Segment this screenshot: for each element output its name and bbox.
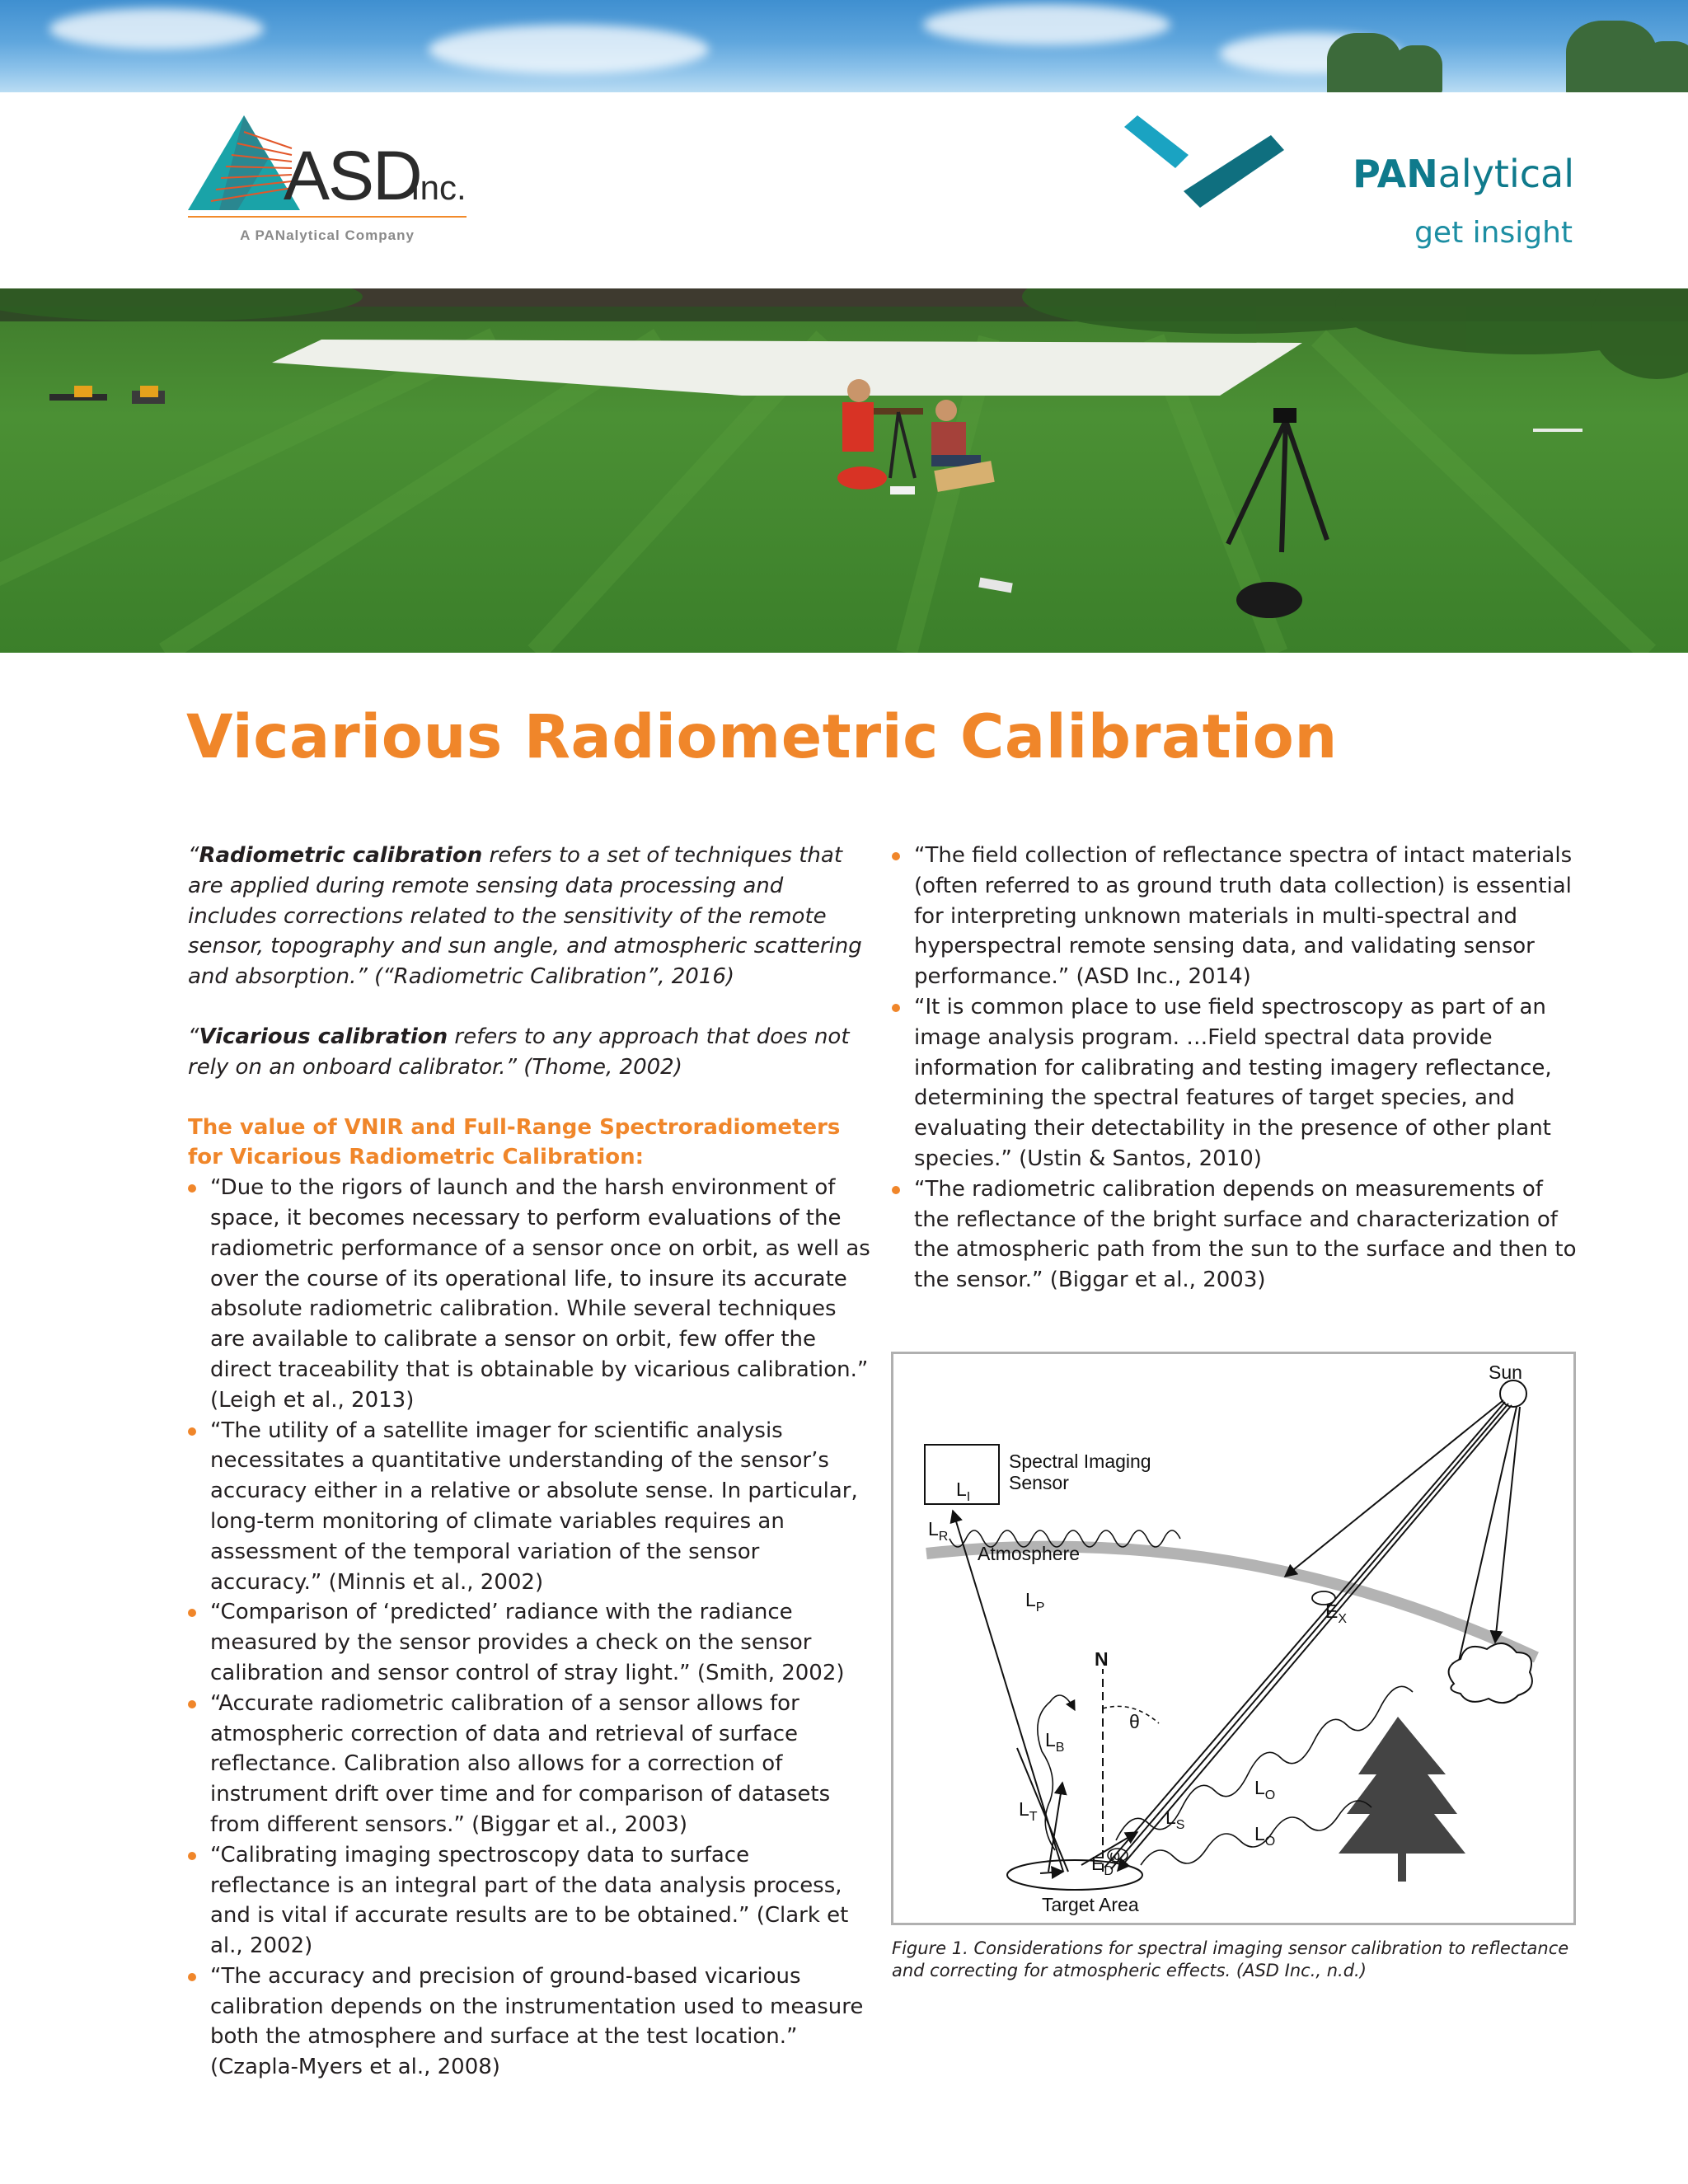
north-label: N [1095,1648,1109,1670]
list-item-text: “The radiometric calibration depends on measurements of the reflectance of the bright surface and characterization of the atmospheric path from the sun to the surface and then to the sensor.” (Biggar et al., 2003) [914,1176,1577,1293]
lt-sub: T [1029,1810,1038,1824]
omega-label: ω [1109,1848,1121,1863]
bullet-icon [188,1700,196,1708]
ed-letter: E [1091,1853,1104,1874]
lb-letter: L [1045,1729,1056,1750]
lr-letter: L [928,1518,939,1540]
lo1-letter: L [1254,1777,1265,1798]
list-item [188,1840,872,1961]
figure-diagram [891,1352,1576,1925]
calibration-diagram [893,1354,1573,1923]
list-item [188,1173,872,1415]
list-item [188,1597,872,1688]
list-item-text: “The accuracy and precision of ground-based vicarious calibration depends on the instrumentation used to measure both the atmosphere and surface at the test location.” (Czapla-Myers et al., 2008) [210,1963,864,2080]
lp-sub: P [1035,1601,1045,1615]
list-item-text: “Comparison of ‘predicted’ radiance with the radiance measured by the sensor provides a check on the sensor calibration and sensor control of stray light.” (Smith, 2002) [210,1600,845,1685]
bullet-icon [892,852,900,860]
asd-tagline: A PANalytical Company [240,227,415,243]
ray-arrow [1495,1407,1520,1643]
ls-sub: S [1175,1818,1185,1832]
list-item-text: “The field collection of reflectance spectra of intact materials (often referred to as ground truth data collection) is essential for interpreting unknown materials in multi-spectral and hyperspectral remote sensing data, and validating sensor performance.” (ASD Inc., 2014) [914,843,1573,990]
list-item-text: “The utility of a satellite imager for scientific analysis necessitates a quantitative understanding of the sensor’s accuracy either in a relative or absolute sense. In particular, long-term monitoring of climate variables requires an assessment of the temporal variation of the sensor accuracy.” (Minnis et al., 2002) [210,1418,858,1595]
lo2-label [1254,1823,1275,1849]
lp-label [1025,1589,1044,1615]
quote-text: refers to a set of techniques that are applied during remote sensing data processing and includes corrections related to the sensitivity of the remote sensor, topography and sun angle, and atmospheric scattering and absorption.” (“Radiometric Calibration”, 2016) [188,843,862,990]
lt-label [1019,1798,1038,1824]
list-item [188,1961,872,2083]
list-item-text: “Calibrating imaging spectroscopy data to surface reflectance is an integral part of the data analysis process, and is vital if accurate results are to be obtained.” (Clark et al., 2002) [210,1842,849,1959]
lt-ground-arrow [1040,1872,1063,1873]
lo2-sub: O [1264,1835,1276,1849]
ray-arrow [1118,1405,1512,1871]
quote-term: Vicarious calibration [199,1024,448,1049]
panalytical-wordmark-bold: PAN [1353,152,1438,196]
tree-icon [1339,1717,1465,1882]
panalytical-tagline: get insight [1414,216,1573,250]
bullet-icon [188,1609,196,1617]
list-item-text: “It is common place to use field spectroscopy as part of an image analysis program. …Field spectral data provide information for calibrating and testing imagery reflectance, determining the spectral features of target species, and evaluating their detectability in the presence of other plant species.” (Ustin & Santos, 2010) [914,994,1552,1171]
figure-caption: Figure 1. Considerations for spectral imaging sensor calibration to reflectance and correcting for atmospheric effects. (ASD Inc., n.d.) [892,1938,1569,1980]
quote-open-mark: “ [188,843,199,868]
panalytical-wordmark [1228,152,1574,196]
li-letter: L [956,1479,967,1500]
ls-label [1165,1807,1184,1832]
sensor-label-line2: Sensor [1009,1472,1069,1493]
lb-sub: B [1055,1741,1065,1755]
li-label [956,1479,970,1504]
ls-letter: L [1165,1807,1176,1828]
list-item [188,1416,872,1598]
target-area-label: Target Area [1042,1894,1139,1915]
asd-logo-text: ASD [284,137,421,214]
bullet-icon [892,1186,900,1194]
quote-term: Radiometric calibration [199,843,483,868]
list-item [188,1689,872,1840]
theta-label: θ [1129,1711,1140,1732]
ray-line [1111,1404,1508,1869]
quote-vicarious-calibration [188,1022,872,1083]
lo1-sub: O [1264,1788,1276,1802]
ex-sub: X [1338,1612,1348,1626]
sun-label: Sun [1489,1361,1522,1383]
quote-radiometric-calibration [188,841,872,992]
asd-logo-inc: Inc. [410,168,467,207]
lt-letter: L [1019,1798,1029,1820]
lr-sub: R [938,1530,949,1544]
bullet-icon [188,1852,196,1860]
lp-letter: L [1025,1589,1036,1610]
right-column [892,841,1581,1296]
panalytical-wordmark-rest: alytical [1437,152,1574,196]
list-item-text: “Due to the rigors of launch and the harsh environment of space, it becomes necessary to perform evaluations of the radiometric performance of a sensor once on orbit, as well as over the course of its operational life, to insure its accurate absolute radiometric calibration. While several techniques are available to calibrate a sensor on orbit, few offer the direct traceability that is obtainable by vicarious calibration.” (Leigh et al., 2013) [210,1175,870,1413]
bullet-icon [188,1184,196,1193]
ed-sub: D [1104,1864,1114,1878]
sensor-label-line1: Spectral Imaging [1009,1451,1151,1472]
bullet-icon [188,1973,196,1981]
quote-text: refers to any approach that does not rely on an onboard calibrator.” (Thome, 2002) [188,1024,850,1080]
lo2-letter: L [1254,1823,1265,1844]
atmosphere-label: Atmosphere [978,1543,1081,1564]
list-item-text: “Accurate radiometric calibration of a sensor allows for atmospheric correction of data and retrieval of surface reflectance. Calibration also allows for a correction of instrument drift over time and for comparison of datasets from different sensors.” (Biggar et al., 2003) [210,1690,831,1837]
asd-logo-rule [188,216,467,218]
sky-banner-image [0,0,1688,92]
right-bullet-list [892,841,1581,1296]
page-title: Vicarious Radiometric Calibration [186,702,1338,772]
list-item [892,1174,1581,1296]
target-area-ellipse [1007,1860,1142,1890]
lo1-label [1254,1777,1275,1802]
ray-arrow [1285,1400,1503,1577]
li-sub: I [966,1490,971,1504]
ex-letter: E [1325,1601,1339,1622]
left-bullet-list [188,1173,872,2083]
bullet-icon [188,1427,196,1436]
section-heading: The value of VNIR and Full-Range Spectroradiometers for Vicarious Radiometric Calibration: [188,1114,841,1170]
lb-label [1045,1729,1064,1755]
list-item [892,992,1581,1174]
bullet-icon [892,1004,900,1012]
list-item [892,841,1581,992]
quote-open-mark: “ [188,1024,199,1049]
left-column [188,841,872,2083]
lr-label [928,1518,948,1544]
field-photo [0,288,1688,653]
